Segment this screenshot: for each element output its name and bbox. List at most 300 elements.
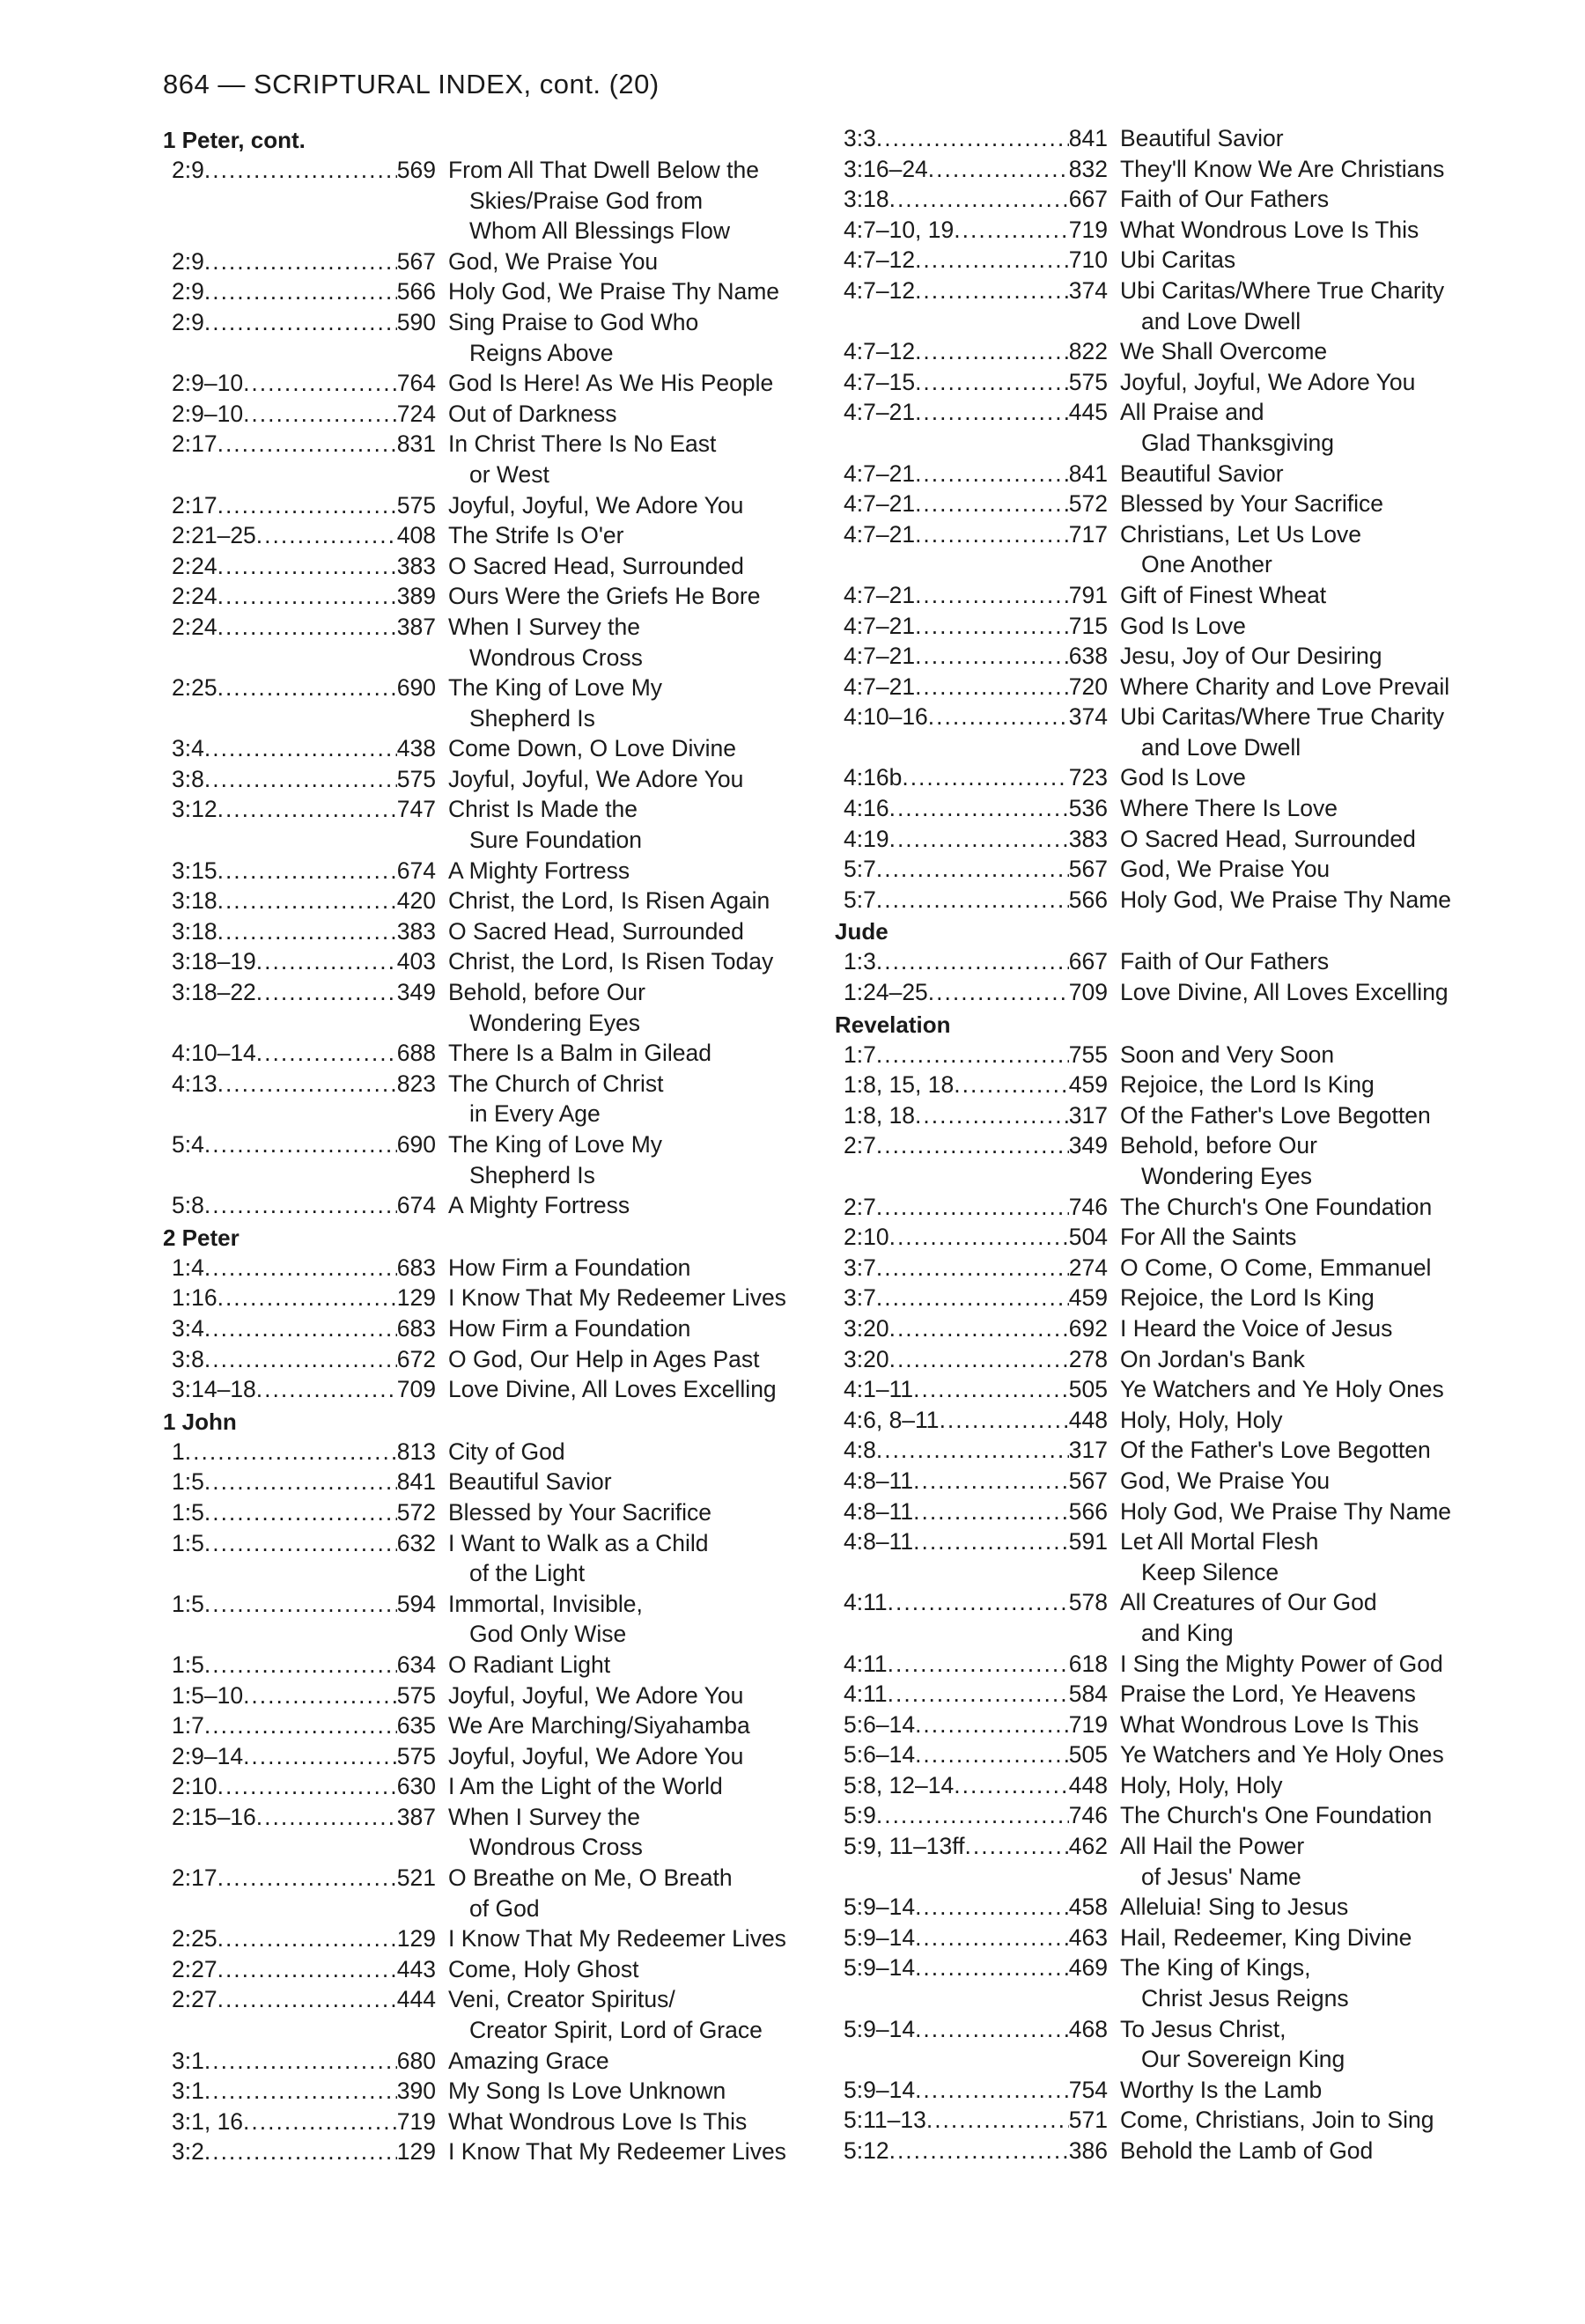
scripture-reference [163, 399, 436, 430]
verse-ref: 2:9 [172, 278, 204, 305]
leader-dots [876, 1253, 1069, 1283]
hymn-title [436, 1802, 784, 1863]
leader-dots [217, 1923, 397, 1954]
hymn-title [1108, 1649, 1451, 1680]
scripture-reference [835, 1679, 1108, 1710]
leader-dots [217, 581, 397, 612]
hymn-title [436, 429, 784, 489]
scripture-reference [163, 2046, 436, 2077]
hymn-number: 746 [1068, 1802, 1108, 1829]
leader-dots [965, 1831, 1069, 1892]
verse-ref: 2:15–16 [172, 1803, 256, 1830]
index-entry [835, 1283, 1451, 1313]
leader-dots [217, 551, 397, 582]
scripture-reference [163, 2107, 436, 2137]
verse-ref: 4:10–16 [844, 703, 928, 731]
scripture-reference [835, 672, 1108, 702]
verse-ref: 3:16–24 [844, 155, 928, 182]
hymn-number: 841 [1068, 460, 1108, 487]
verse-ref: 2:25 [172, 1925, 217, 1953]
hymn-title-line: How Firm a Foundation [448, 1254, 691, 1281]
index-entry [835, 641, 1451, 672]
hymn-title-line: Ubi Caritas/Where True Charity [1120, 276, 1445, 304]
hymn-title-line: Shepherd Is [469, 704, 595, 732]
leader-dots [204, 2046, 397, 2077]
section-title: 1 Peter, cont. [163, 127, 306, 153]
index-entry [835, 245, 1451, 276]
verse-ref: 1:5 [172, 1498, 204, 1526]
leader-dots [204, 1710, 397, 1741]
hymn-number: 634 [396, 1651, 436, 1678]
verse-ref: 4:7–21 [844, 673, 916, 700]
scripture-reference [835, 854, 1108, 885]
hymn-title-line: Ubi Caritas/Where True Charity [1120, 703, 1445, 731]
scripture-reference [835, 1283, 1108, 1313]
leader-dots [915, 1710, 1069, 1740]
leader-dots [915, 459, 1069, 489]
hymn-number: 462 [1068, 1833, 1108, 1860]
leader-dots [889, 793, 1069, 824]
index-entry [163, 1923, 784, 1954]
index-entry [835, 1587, 1451, 1648]
hymn-title-line: Holy God, We Praise Thy Name [1120, 1497, 1452, 1525]
index-entry [163, 2076, 784, 2107]
scripture-reference [163, 246, 436, 277]
hymn-title [1108, 1344, 1451, 1375]
scripture-reference [163, 1069, 436, 1129]
scripture-reference [835, 336, 1108, 367]
index-entry [163, 399, 784, 430]
hymn-title-line: Joyful, Joyful, We Adore You [448, 765, 744, 792]
hymn-title-line: Christ, the Lord, Is Risen Today [448, 948, 774, 975]
scripture-reference [835, 276, 1108, 336]
verse-ref: 4:7–21 [844, 643, 916, 670]
scripture-reference [163, 946, 436, 977]
hymn-number: 672 [396, 1345, 436, 1372]
index-entry [163, 1038, 784, 1069]
hymn-title [1108, 1679, 1451, 1710]
hymn-title [436, 1680, 784, 1711]
index-entry [835, 519, 1451, 580]
hymn-title-line: The King of Love My [448, 1131, 663, 1158]
hymn-title [1108, 762, 1451, 793]
hymn-number: 521 [396, 1864, 436, 1892]
hymn-number: 831 [396, 430, 436, 458]
index-entry [835, 1679, 1451, 1710]
hymn-title-line: Holy, Holy, Holy [1120, 1406, 1283, 1433]
index-entry [163, 1984, 784, 2045]
scripture-reference [835, 1253, 1108, 1283]
scripture-reference [835, 1892, 1108, 1923]
scripture-reference [835, 154, 1108, 185]
verse-ref: 1:8, 15, 18 [844, 1071, 955, 1099]
index-entry [835, 611, 1451, 642]
hymn-title-line: On Jordan's Bank [1120, 1345, 1305, 1372]
index-entry [835, 1100, 1451, 1131]
index-entry [835, 1739, 1451, 1770]
scripture-reference [835, 1070, 1108, 1100]
hymn-number: 567 [1068, 1467, 1108, 1494]
scripture-reference [163, 733, 436, 764]
hymn-title [436, 916, 784, 947]
leader-dots [954, 1770, 1069, 1801]
scripture-reference [835, 1130, 1108, 1191]
index-entry [163, 794, 784, 855]
left-column [163, 123, 784, 2167]
hymn-title-line: Ye Watchers and Ye Holy Ones [1120, 1376, 1444, 1403]
hymn-title [436, 1069, 784, 1129]
hymn-number: 566 [1068, 1497, 1108, 1525]
verse-ref: 1:5 [172, 1651, 204, 1678]
leader-dots [243, 368, 397, 399]
hymn-number: 715 [1068, 612, 1108, 639]
leader-dots [243, 1680, 397, 1711]
hymn-title-line: To Jesus Christ, [1120, 2015, 1286, 2042]
hymn-title-line: Behold the Lamb of God [1120, 2137, 1374, 2164]
index-entry [163, 1253, 784, 1283]
scripture-reference [835, 977, 1108, 1008]
hymn-number: 594 [396, 1590, 436, 1617]
index-entry [163, 1771, 784, 1802]
index-entry [835, 336, 1451, 367]
hymn-number: 813 [396, 1438, 436, 1465]
index-entry [835, 215, 1451, 246]
hymn-number: 468 [1068, 2015, 1108, 2042]
hymn-number: 764 [396, 370, 436, 397]
hymn-title-line: O Breathe on Me, O Breath [448, 1864, 733, 1892]
hymn-title [1108, 1283, 1451, 1313]
hymn-title-line: Beautiful Savior [1120, 125, 1284, 151]
hymn-title [436, 1437, 784, 1467]
leader-dots [915, 276, 1069, 336]
leader-dots [204, 1253, 397, 1283]
index-entry [163, 916, 784, 947]
hymn-title-line: Keep Silence [1141, 1558, 1279, 1585]
leader-dots [915, 489, 1069, 519]
leader-dots [243, 399, 397, 430]
hymn-title-line: Joyful, Joyful, We Adore You [448, 1681, 744, 1709]
leader-dots [915, 580, 1069, 611]
index-entry [835, 2105, 1451, 2136]
hymn-title [436, 1771, 784, 1802]
leader-dots [217, 673, 397, 733]
index-entry [835, 459, 1451, 489]
leader-dots [256, 1374, 397, 1405]
hymn-title-line: The Church's One Foundation [1120, 1802, 1433, 1829]
scripture-reference [163, 276, 436, 307]
hymn-title [1108, 2136, 1451, 2166]
index-entry [163, 581, 784, 612]
hymn-number: 709 [396, 1376, 436, 1403]
scripture-reference [835, 580, 1108, 611]
index-entry [835, 1253, 1451, 1283]
hymn-number: 710 [1068, 246, 1108, 274]
hymn-number: 720 [1068, 673, 1108, 700]
hymn-title [436, 1954, 784, 1985]
index-entry [835, 1466, 1451, 1497]
hymn-number: 690 [396, 674, 436, 702]
verse-ref: 4:7–21 [844, 520, 916, 548]
hymn-title-line: Rejoice, the Lord Is King [1120, 1284, 1375, 1312]
verse-ref: 2:24 [172, 583, 217, 610]
hymn-title-line: Christ Jesus Reigns [1141, 1985, 1349, 2012]
hymn-number: 536 [1068, 795, 1108, 822]
verse-ref: 5:11–13 [844, 2107, 926, 2134]
index-entry [835, 1649, 1451, 1680]
hymn-title-line: Shepherd Is [469, 1161, 595, 1188]
scripture-reference [835, 1374, 1108, 1405]
hymn-number: 674 [396, 857, 436, 884]
leader-dots [876, 1040, 1069, 1070]
verse-ref: 1:3 [844, 948, 876, 975]
index-entry [163, 246, 784, 277]
hymn-title [436, 1497, 784, 1528]
scripture-reference [163, 1680, 436, 1711]
scripture-reference [835, 1770, 1108, 1801]
leader-dots [204, 1129, 397, 1190]
hymn-number: 403 [396, 948, 436, 975]
hymn-number: 719 [1068, 1710, 1108, 1738]
scripture-reference [163, 155, 436, 246]
leader-dots [204, 2076, 397, 2107]
hymn-number: 723 [1068, 764, 1108, 791]
index-entry [163, 1283, 784, 1313]
page-header: 864 — SCRIPTURAL INDEX, cont. (20) [163, 69, 660, 99]
hymn-number: 469 [1068, 1954, 1108, 1982]
verse-ref: 2:24 [172, 552, 217, 579]
verse-ref: 4:19 [844, 825, 889, 852]
hymn-title [436, 1467, 784, 1497]
index-entry [163, 886, 784, 916]
hymn-title-line: of Jesus' Name [1141, 1863, 1301, 1890]
hymn-title-line: When I Survey the [448, 613, 640, 640]
hymn-title-line: Love Divine, All Loves Excelling [1120, 979, 1449, 1006]
verse-ref: 2:7 [844, 1132, 876, 1159]
leader-dots [889, 1222, 1069, 1253]
index-entry [835, 367, 1451, 398]
hymn-title [1108, 1526, 1451, 1587]
index-entry [835, 1526, 1451, 1587]
scripture-reference [163, 886, 436, 916]
verse-ref: 5:9–14 [844, 2015, 916, 2042]
index-entry [163, 856, 784, 886]
verse-ref: 3:1, 16 [172, 2107, 244, 2135]
verse-ref: 4:7–10, 19 [844, 216, 955, 243]
hymn-title-line: My Song Is Love Unknown [448, 2078, 726, 2105]
verse-ref: 1:5–10 [172, 1681, 244, 1709]
index-entry [163, 1802, 784, 1863]
index-entry [835, 1892, 1451, 1923]
hymn-title [1108, 123, 1451, 154]
verse-ref: 1:16 [172, 1284, 217, 1312]
hymn-title [1108, 1222, 1451, 1253]
verse-ref: 2:9 [172, 247, 204, 275]
hymn-title [1108, 184, 1451, 215]
hymn-number: 566 [1068, 886, 1108, 913]
scripture-reference [163, 1038, 436, 1069]
hymn-title-line: Rejoice, the Lord Is King [1120, 1071, 1375, 1099]
hymn-number: 438 [396, 735, 436, 762]
hymn-title [1108, 215, 1451, 246]
hymn-title-line: Glad Thanksgiving [1141, 429, 1335, 456]
scripture-reference [163, 1497, 436, 1528]
scripture-reference [163, 2136, 436, 2167]
leader-dots [204, 276, 397, 307]
hymn-number: 690 [396, 1131, 436, 1158]
hymn-title [436, 1710, 784, 1741]
hymn-title-line: God, We Praise You [1120, 856, 1331, 883]
scripture-reference [163, 856, 436, 886]
verse-ref: 2:27 [172, 1955, 217, 1982]
hymn-title-line: There Is a Balm in Gilead [448, 1040, 711, 1067]
leader-dots [204, 155, 397, 246]
leader-dots [217, 1863, 397, 1923]
verse-ref: 3:14–18 [172, 1376, 256, 1403]
index-entry [163, 1954, 784, 1985]
hymn-title [1108, 1100, 1451, 1131]
scripture-reference [835, 1953, 1108, 2013]
hymn-title [1108, 1130, 1451, 1191]
index-entry [835, 824, 1451, 855]
hymn-title [1108, 2075, 1451, 2106]
index-entry [835, 123, 1451, 154]
verse-ref: 2:17 [172, 1864, 217, 1892]
verse-ref: 5:9–14 [844, 1954, 916, 1982]
verse-ref: 3:8 [172, 765, 204, 792]
hymn-number: 572 [1068, 490, 1108, 518]
hymn-title [1108, 1800, 1451, 1831]
scripture-reference [163, 520, 436, 551]
verse-ref: 3:18 [172, 917, 217, 945]
leader-dots [204, 764, 397, 795]
index-entry [835, 1831, 1451, 1892]
index-entry [835, 580, 1451, 611]
verse-ref: 4:7–15 [844, 368, 916, 395]
index-entry [163, 673, 784, 733]
index-entry [163, 946, 784, 977]
verse-ref: 5:9–14 [844, 1923, 916, 1951]
hymn-title-line: Behold, before Our [448, 979, 645, 1006]
leader-dots [217, 1771, 397, 1802]
hymn-title [436, 307, 784, 368]
index-entry [163, 2136, 784, 2167]
scripture-reference [163, 1771, 436, 1802]
leader-dots [217, 1984, 397, 2045]
hymn-title-line: What Wondrous Love Is This [1120, 216, 1419, 243]
hymn-number: 635 [396, 1712, 436, 1739]
index-section [835, 123, 1451, 915]
leader-dots [889, 824, 1069, 855]
index-entry [163, 307, 784, 368]
scripture-reference [163, 1589, 436, 1650]
hymn-title [436, 1528, 784, 1589]
index-entry [163, 490, 784, 521]
verse-ref: 3:18–19 [172, 948, 256, 975]
hymn-title [436, 977, 784, 1038]
scripture-reference [835, 762, 1108, 793]
hymn-title-line: They'll Know We Are Christians [1120, 155, 1445, 182]
verse-ref: 2:9–10 [172, 400, 244, 427]
scripture-reference [835, 1923, 1108, 1953]
verse-ref: 4:7–21 [844, 460, 916, 487]
hymn-number: 709 [1068, 979, 1108, 1006]
leader-dots [204, 733, 397, 764]
hymn-title-line: When I Survey the [448, 1803, 640, 1830]
leader-dots [243, 1741, 397, 1772]
index-entry [835, 2014, 1451, 2075]
hymn-title [1108, 1466, 1451, 1497]
index-entry [163, 1650, 784, 1680]
hymn-number: 841 [1068, 125, 1108, 151]
leader-dots [204, 1528, 397, 1589]
index-entry [835, 793, 1451, 824]
verse-ref: 1 [172, 1438, 185, 1465]
hymn-title [1108, 367, 1451, 398]
hymn-number: 667 [1068, 948, 1108, 975]
hymn-title-line: I Heard the Voice of Jesus [1120, 1314, 1393, 1342]
hymn-title-line: or West [469, 460, 549, 488]
scripture-reference [163, 612, 436, 673]
verse-ref: 2:24 [172, 613, 217, 640]
hymn-number: 274 [1068, 1254, 1108, 1281]
hymn-number: 590 [396, 308, 436, 335]
hymn-number: 445 [1068, 399, 1108, 426]
hymn-title-line: O Sacred Head, Surrounded [448, 552, 744, 579]
hymn-number: 443 [396, 1955, 436, 1982]
hymn-title-line: Where Charity and Love Prevail [1120, 673, 1450, 700]
hymn-number: 448 [1068, 1406, 1108, 1433]
leader-dots [243, 2107, 397, 2137]
hymn-title [1108, 336, 1451, 367]
verse-ref: 4:7–12 [844, 246, 916, 274]
hymn-title-line: Soon and Very Soon [1120, 1041, 1335, 1068]
scripture-reference [163, 1954, 436, 1985]
hymn-number: 683 [396, 1254, 436, 1281]
hymn-number: 575 [396, 765, 436, 792]
verse-ref: 3:1 [172, 2078, 204, 2105]
hymn-title [436, 794, 784, 855]
hymn-title [436, 612, 784, 673]
verse-ref: 4:11 [844, 1650, 888, 1677]
hymn-number: 822 [1068, 338, 1108, 365]
hymn-title-line: Creator Spirit, Lord of Grace [469, 2017, 763, 2044]
index-entry [835, 702, 1451, 762]
scripture-reference [835, 885, 1108, 916]
leader-dots [915, 1739, 1069, 1770]
hymn-title [436, 490, 784, 521]
verse-ref: 4:7–21 [844, 581, 916, 608]
hymn-title-line: Come, Christians, Join to Sing [1120, 2107, 1434, 2134]
hymn-title-line: and Love Dwell [1141, 307, 1301, 335]
hymn-title-line: Of the Father's Love Begotten [1120, 1101, 1431, 1129]
verse-ref: 1:8, 18 [844, 1101, 916, 1129]
scripture-reference [163, 794, 436, 855]
scripture-reference [835, 641, 1108, 672]
hymn-title [1108, 2105, 1451, 2136]
verse-ref: 2:17 [172, 430, 217, 458]
leader-dots [204, 2136, 397, 2167]
hymn-title [436, 399, 784, 430]
scripture-reference [835, 2136, 1108, 2166]
leader-dots [915, 2075, 1069, 2106]
scripture-reference [835, 367, 1108, 398]
verse-ref: 4:16b [844, 764, 903, 791]
hymn-title [1108, 519, 1451, 580]
verse-ref: 3:4 [172, 1314, 204, 1342]
scripture-reference [835, 123, 1108, 154]
scripture-reference [835, 1192, 1108, 1223]
verse-ref: 2:10 [172, 1773, 217, 1800]
